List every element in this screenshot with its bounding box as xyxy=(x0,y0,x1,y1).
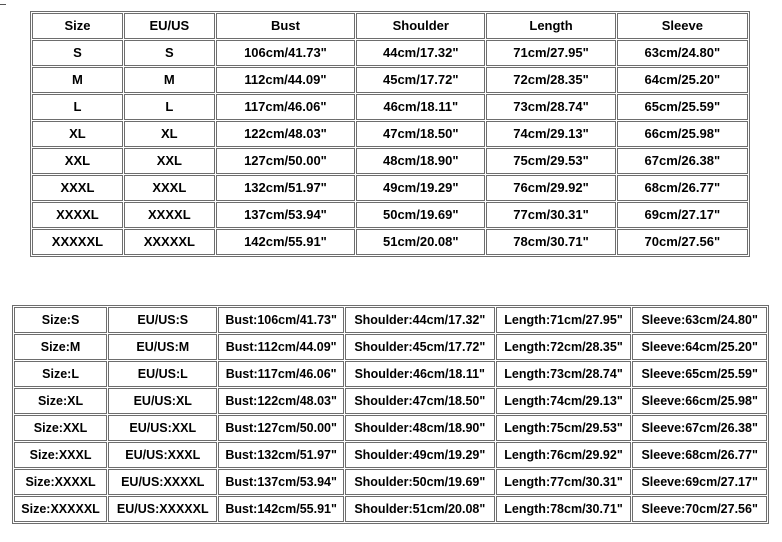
table-cell: Sleeve:70cm/27.56" xyxy=(632,496,767,522)
table-cell: S xyxy=(32,40,123,66)
table-cell: L xyxy=(124,94,215,120)
table-cell: XXXL xyxy=(124,175,215,201)
table-cell: Size:XXXL xyxy=(14,442,107,468)
table-cell: Length:78cm/30.71" xyxy=(496,496,632,522)
table-cell: 49cm/19.29" xyxy=(356,175,485,201)
table-cell: Length:72cm/28.35" xyxy=(496,334,632,360)
table-cell: 76cm/29.92" xyxy=(486,175,615,201)
table-cell: 64cm/25.20" xyxy=(617,67,748,93)
table-row xyxy=(32,121,748,147)
table-cell: Shoulder:45cm/17.72" xyxy=(345,334,495,360)
table-row xyxy=(14,442,767,468)
table-row xyxy=(32,202,748,228)
column-header: EU/US xyxy=(124,13,215,39)
table-cell: 51cm/20.08" xyxy=(356,229,485,255)
table-cell: Size:L xyxy=(14,361,107,387)
table-cell: 117cm/46.06" xyxy=(216,94,355,120)
table-cell: XXL xyxy=(124,148,215,174)
table-row xyxy=(14,415,767,441)
table-cell: Size:XXXXL xyxy=(14,469,107,495)
column-header: Length xyxy=(486,13,615,39)
table-cell: XXXXXL xyxy=(32,229,123,255)
table-cell: 74cm/29.13" xyxy=(486,121,615,147)
table-cell: Shoulder:50cm/19.69" xyxy=(345,469,495,495)
table-cell: Bust:142cm/55.91" xyxy=(218,496,344,522)
table-cell: 44cm/17.32" xyxy=(356,40,485,66)
table-row xyxy=(14,361,767,387)
column-header: Bust xyxy=(216,13,355,39)
table-cell: Shoulder:47cm/18.50" xyxy=(345,388,495,414)
table-row xyxy=(14,307,767,333)
table-cell: 68cm/26.77" xyxy=(617,175,748,201)
table-row xyxy=(32,175,748,201)
table-cell: 142cm/55.91" xyxy=(216,229,355,255)
table-cell: Shoulder:46cm/18.11" xyxy=(345,361,495,387)
table-cell: XXXXL xyxy=(124,202,215,228)
table-cell: 67cm/26.38" xyxy=(617,148,748,174)
table-row xyxy=(14,334,767,360)
table-cell: Bust:106cm/41.73" xyxy=(218,307,344,333)
table-cell: Sleeve:64cm/25.20" xyxy=(632,334,767,360)
table-cell: Shoulder:44cm/17.32" xyxy=(345,307,495,333)
table-cell: 47cm/18.50" xyxy=(356,121,485,147)
table-cell: 127cm/50.00" xyxy=(216,148,355,174)
table-cell: XXXXL xyxy=(32,202,123,228)
table-cell: Size:XXXXXL xyxy=(14,496,107,522)
table-cell: 69cm/27.17" xyxy=(617,202,748,228)
table-cell: 77cm/30.31" xyxy=(486,202,615,228)
table-cell: 65cm/25.59" xyxy=(617,94,748,120)
table-cell: EU/US:XXL xyxy=(108,415,217,441)
table-cell: Shoulder:51cm/20.08" xyxy=(345,496,495,522)
table-cell: 63cm/24.80" xyxy=(617,40,748,66)
table-cell: Shoulder:49cm/19.29" xyxy=(345,442,495,468)
table-cell: XXXL xyxy=(32,175,123,201)
table-cell: 112cm/44.09" xyxy=(216,67,355,93)
table-cell: 106cm/41.73" xyxy=(216,40,355,66)
table-cell: 66cm/25.98" xyxy=(617,121,748,147)
table-row xyxy=(32,67,748,93)
size-chart-table xyxy=(30,11,750,257)
table-cell: S xyxy=(124,40,215,66)
table-cell: 46cm/18.11" xyxy=(356,94,485,120)
table-cell: Bust:122cm/48.03" xyxy=(218,388,344,414)
table-cell: EU/US:L xyxy=(108,361,217,387)
table-cell: Bust:117cm/46.06" xyxy=(218,361,344,387)
table-cell: Sleeve:68cm/26.77" xyxy=(632,442,767,468)
table-cell: 70cm/27.56" xyxy=(617,229,748,255)
table-cell: Shoulder:48cm/18.90" xyxy=(345,415,495,441)
table-cell: XXL xyxy=(32,148,123,174)
table-cell: Bust:127cm/50.00" xyxy=(218,415,344,441)
table-cell: EU/US:M xyxy=(108,334,217,360)
table-cell: EU/US:S xyxy=(108,307,217,333)
table-row xyxy=(14,388,767,414)
table-cell: 71cm/27.95" xyxy=(486,40,615,66)
table-cell: Length:74cm/29.13" xyxy=(496,388,632,414)
size-chart-body xyxy=(32,13,748,255)
table-cell: M xyxy=(124,67,215,93)
table-cell: Sleeve:63cm/24.80" xyxy=(632,307,767,333)
table-cell: 78cm/30.71" xyxy=(486,229,615,255)
table-cell: EU/US:XXXXL xyxy=(108,469,217,495)
table-cell: M xyxy=(32,67,123,93)
table-row xyxy=(14,496,767,522)
table-cell: Length:71cm/27.95" xyxy=(496,307,632,333)
table-cell: 137cm/53.94" xyxy=(216,202,355,228)
table-cell: Length:75cm/29.53" xyxy=(496,415,632,441)
column-header: Shoulder xyxy=(356,13,485,39)
table-cell: 73cm/28.74" xyxy=(486,94,615,120)
column-header: Size xyxy=(32,13,123,39)
table-cell: XL xyxy=(32,121,123,147)
table-cell: Sleeve:66cm/25.98" xyxy=(632,388,767,414)
table-cell: Sleeve:67cm/26.38" xyxy=(632,415,767,441)
table-cell: Bust:132cm/51.97" xyxy=(218,442,344,468)
table-row xyxy=(32,229,748,255)
table-cell: Size:XL xyxy=(14,388,107,414)
table-cell: Length:73cm/28.74" xyxy=(496,361,632,387)
table-cell: 72cm/28.35" xyxy=(486,67,615,93)
cropped-edge-mark xyxy=(0,0,6,5)
table-row xyxy=(32,94,748,120)
table-cell: EU/US:XXXL xyxy=(108,442,217,468)
table-cell: XXXXXL xyxy=(124,229,215,255)
table-cell: L xyxy=(32,94,123,120)
table-cell: 75cm/29.53" xyxy=(486,148,615,174)
size-chart-labeled-table xyxy=(12,305,769,524)
table-cell: XL xyxy=(124,121,215,147)
table-cell: Sleeve:65cm/25.59" xyxy=(632,361,767,387)
table-cell: Size:S xyxy=(14,307,107,333)
table-cell: 50cm/19.69" xyxy=(356,202,485,228)
size-chart-labeled-body xyxy=(14,307,767,522)
table-cell: Length:77cm/30.31" xyxy=(496,469,632,495)
table-cell: Length:76cm/29.92" xyxy=(496,442,632,468)
table-cell: 48cm/18.90" xyxy=(356,148,485,174)
table-cell: 122cm/48.03" xyxy=(216,121,355,147)
table-cell: 132cm/51.97" xyxy=(216,175,355,201)
table-row xyxy=(14,469,767,495)
table-cell: Size:XXL xyxy=(14,415,107,441)
table-cell: EU/US:XL xyxy=(108,388,217,414)
column-header: Sleeve xyxy=(617,13,748,39)
header-row xyxy=(32,13,748,39)
table-cell: Bust:137cm/53.94" xyxy=(218,469,344,495)
table-row xyxy=(32,148,748,174)
table-row xyxy=(32,40,748,66)
table-cell: 45cm/17.72" xyxy=(356,67,485,93)
table-cell: Size:M xyxy=(14,334,107,360)
table-cell: EU/US:XXXXXL xyxy=(108,496,217,522)
table-cell: Bust:112cm/44.09" xyxy=(218,334,344,360)
table-cell: Sleeve:69cm/27.17" xyxy=(632,469,767,495)
